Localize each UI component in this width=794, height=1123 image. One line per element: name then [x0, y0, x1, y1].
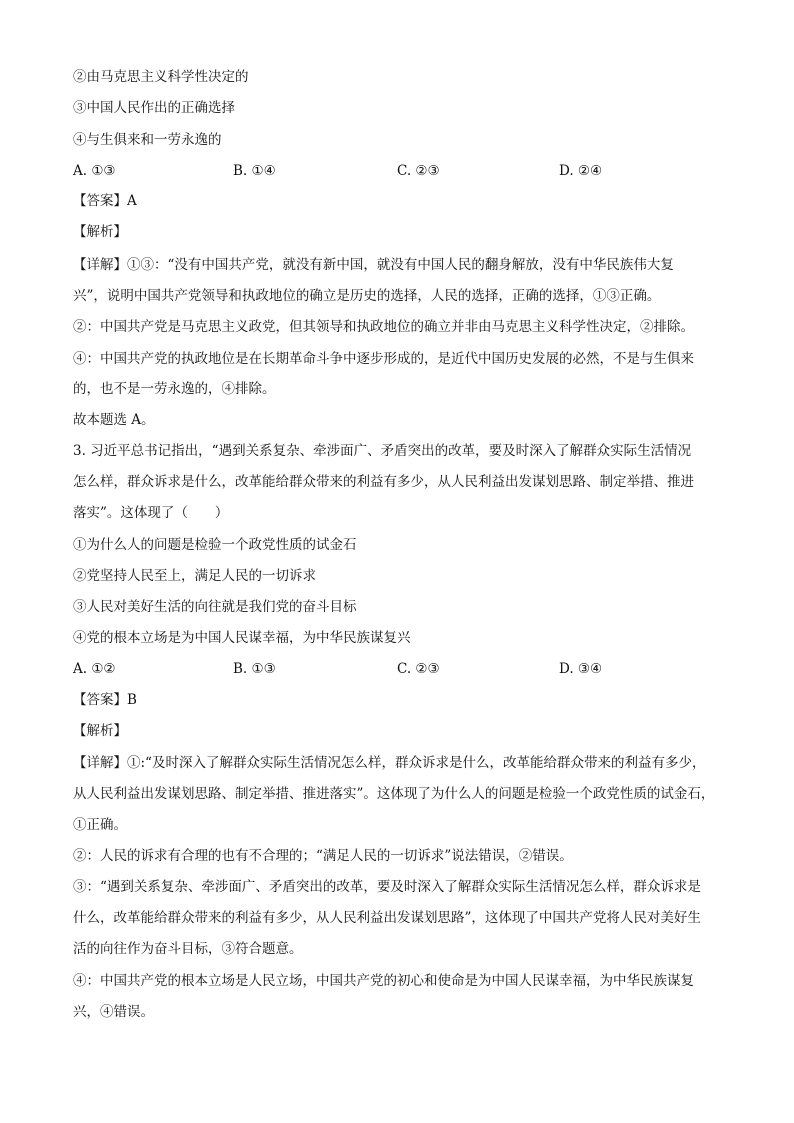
q3-explanation-line: 兴，④错误。 — [73, 1004, 154, 1020]
q2-option-d: D. ②④ — [559, 163, 603, 179]
q3-explanation-line: ②：人民的诉求有合理的也有不合理的；“满足人民的一切诉求”说法错误，②错误。 — [73, 848, 573, 864]
q3-option-c: C. ②③ — [397, 661, 440, 677]
q2-item-4: ④与生俱来和一劳永逸的 — [73, 132, 222, 148]
q3-options — [73, 659, 733, 679]
q2-explanation-line: 兴”，说明中国共产党领导和执政地位的确立是历史的选择，人民的选择，正确的选择，①③正确。 — [73, 288, 661, 304]
q3-explanation-line: ④：中国共产党的根本立场是人民立场，中国共产党的初心和使命是为中国人民谋幸福，为中华民族谋复 — [73, 973, 694, 989]
q3-explanation-line: 活的向往作为奋斗目标，③符合题意。 — [73, 941, 303, 957]
q2-option-a: A. ①③ — [73, 163, 116, 179]
q2-answer: 【答案】A — [73, 193, 137, 209]
q3-item-2: ②党坚持人民至上，满足人民的一切诉求 — [73, 568, 316, 584]
q3-explanation-line: ③：“遇到关系复杂、牵涉面广、矛盾突出的改革，要及时深入了解群众实际生活情况怎么样，群众诉求是 — [73, 879, 701, 895]
q2-item-2: ②由马克思主义科学性决定的 — [73, 69, 249, 85]
q3-explanation-line: ①正确。 — [73, 817, 127, 833]
q3-option-d: D. ③④ — [559, 661, 603, 677]
q3-explanation-line: 从人民利益出发谋划思路、制定举措、推进落实”。这体现了为什么人的问题是检验一个政党性质的试金石， — [73, 786, 715, 802]
q3-stem-line: 怎么样，群众诉求是什么，改革能给群众带来的利益有多少，从人民利益出发谋划思路、制定举措、推进 — [73, 474, 694, 490]
q3-stem-line: 3. 习近平总书记指出，“遇到关系复杂、牵涉面广、矛盾突出的改革，要及时深入了解群众实际生活情况 — [73, 443, 692, 459]
q2-conclusion: 故本题选 A。 — [73, 412, 155, 428]
q2-item-3: ③中国人民作出的正确选择 — [73, 100, 235, 116]
q3-analysis-heading: 【解析】 — [73, 723, 127, 739]
q3-item-1: ①为什么人的问题是检验一个政党性质的试金石 — [73, 537, 357, 553]
q3-answer: 【答案】B — [73, 692, 137, 708]
q3-item-3: ③人民对美好生活的向往就是我们党的奋斗目标 — [73, 599, 357, 615]
q3-explanation-line: 【详解】①:“及时深入了解群众实际生活情况怎么样，群众诉求是什么，改革能给群众带来的利益有多少， — [73, 755, 706, 771]
q2-option-c: C. ②③ — [397, 163, 440, 179]
q3-explanation-line: 什么，改革能给群众带来的利益有多少，从人民利益出发谋划思路”，这体现了中国共产党将人民对美好生 — [73, 910, 701, 926]
q2-explanation-line: ②：中国共产党是马克思主义政党，但其领导和执政地位的确立并非由马克思主义科学性决定，②排除。 — [73, 319, 694, 335]
q2-option-b: B. ①④ — [233, 163, 276, 179]
q2-explanation-line: ④：中国共产党的执政地位是在长期革命斗争中逐步形成的，是近代中国历史发展的必然，不是与生俱来 — [73, 351, 694, 367]
q2-analysis-heading: 【解析】 — [73, 224, 127, 240]
q2-options — [73, 161, 733, 181]
q3-option-a: A. ①② — [73, 661, 116, 677]
q3-option-b: B. ①③ — [233, 661, 276, 677]
q2-explanation-line: 的，也不是一劳永逸的，④排除。 — [73, 381, 276, 397]
q3-item-4: ④党的根本立场是为中国人民谋幸福，为中华民族谋复兴 — [73, 630, 411, 646]
q2-explanation-line: 【详解】①③：“没有中国共产党，就没有新中国，就没有中国人民的翻身解放，没有中华民族伟大复 — [73, 257, 674, 273]
q3-stem-line: 落实”。这体现了（ ） — [73, 505, 229, 521]
